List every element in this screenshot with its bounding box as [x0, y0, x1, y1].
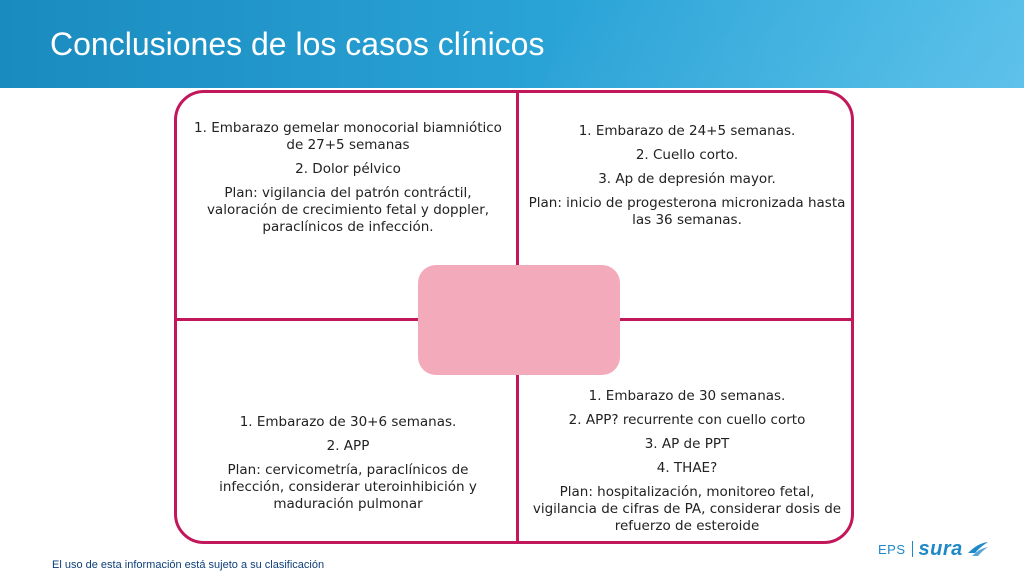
quadrant-bottom-left [183, 388, 513, 538]
eps-sura-logo [878, 536, 990, 562]
quadrant-top-right [522, 113, 852, 238]
quadrant-text: 3. Ap de depresión mayor. [598, 170, 776, 187]
header-banner [0, 0, 1024, 88]
quadrant-text: 1. Embarazo gemelar monocorial biamniótico de 27+5 semanas [194, 120, 502, 153]
center-shape [418, 265, 620, 375]
quadrant-bottom-right [522, 381, 852, 541]
footer-disclaimer: El uso de esta información está sujeto a su clasificación [52, 559, 325, 571]
quadrant-text: Plan: cervicometría, paraclínicos de infección, considerar uteroinhibición y maduración pulmonar [219, 461, 477, 512]
quadrant-text: 4. THAE? [656, 459, 718, 476]
slide-title: Conclusiones de los casos clínicos [50, 26, 545, 62]
quadrant-text: 1. Embarazo de 24+5 semanas. [578, 122, 796, 139]
quadrant-text: 2. Cuello corto. [635, 146, 739, 163]
quadrant-text: 2. APP [326, 437, 370, 454]
quadrant-text: 3. AP de PPT [644, 435, 730, 452]
quadrant-text: Plan: hospitalización, monitoreo fetal, vigilancia de cifras de PA, considerar dosis de refuerzo de esteroide [532, 483, 842, 534]
quadrant-text: Plan: inicio de progesterona micronizada hasta las 36 semanas. [528, 194, 846, 228]
quadrant-text: 1. Embarazo de 30+6 semanas. [239, 413, 457, 430]
quadrant-text: 1. Embarazo de 30 semanas. [588, 387, 786, 404]
quadrant-text: 2. Dolor pélvico [295, 161, 401, 177]
quadrant-top-left [183, 113, 513, 243]
logo-separator [912, 541, 913, 557]
conclusions-matrix [174, 90, 854, 544]
logo-eps-text: EPS [878, 541, 906, 557]
quadrant-text: Plan: vigilancia del patrón contráctil, valoración de crecimiento fetal y doppler, paraclínicos de infección. [206, 185, 490, 235]
logo-sura-text: sura [918, 537, 963, 560]
quadrant-text: 2. APP? recurrente con cuello corto [568, 411, 806, 428]
sura-wing-icon [966, 540, 990, 558]
